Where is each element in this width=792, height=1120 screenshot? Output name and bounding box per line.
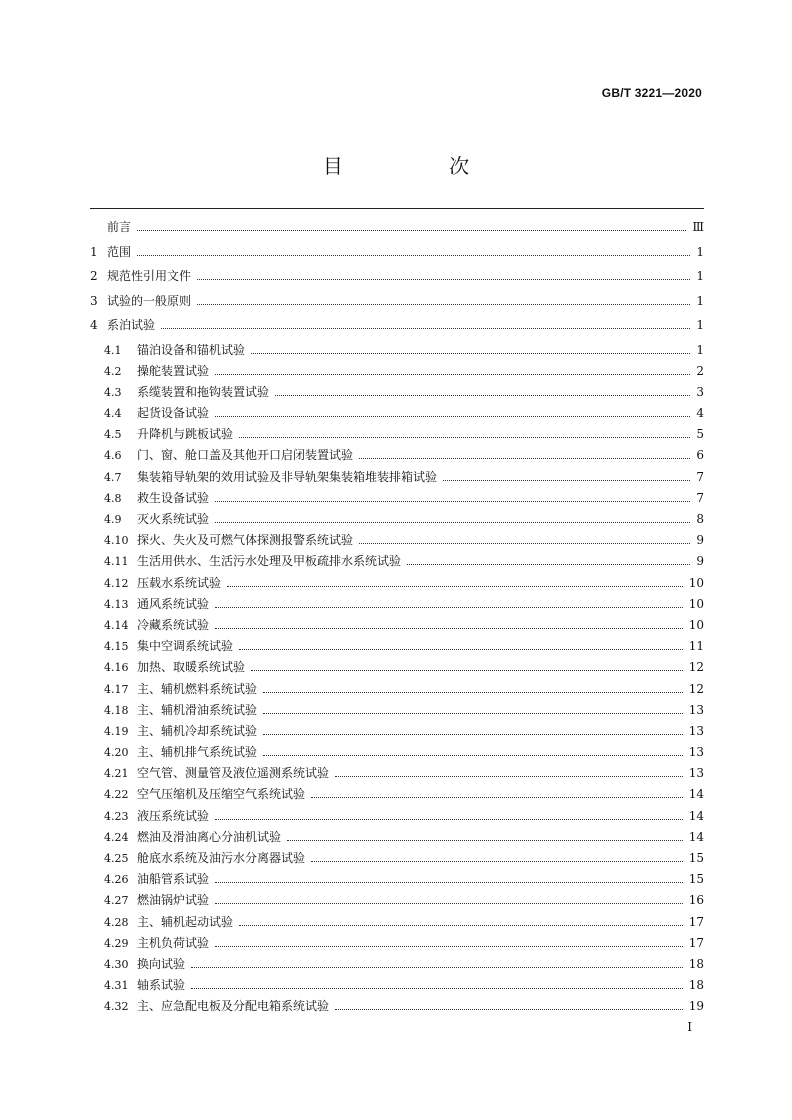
- toc-entry-label: 主、辅机排气系统试验: [137, 745, 258, 760]
- toc-entry-number: 4.27: [104, 894, 129, 908]
- toc-entry-label: 生活用供水、生活污水处理及甲板疏排水系统试验: [137, 554, 402, 569]
- toc-entry-number: 4.3: [104, 385, 122, 399]
- dot-leader: [263, 734, 683, 735]
- dot-leader: [359, 458, 690, 459]
- toc-entry-label: 空气压缩机及压缩空气系统试验: [137, 787, 306, 802]
- dot-leader: [191, 988, 683, 989]
- toc-entry-number: 4.15: [104, 640, 129, 654]
- toc-entry-number: 4.9: [104, 513, 122, 526]
- toc-entry-number: 4.10: [104, 534, 129, 548]
- toc-entry-label: 试验的一般原则: [107, 293, 192, 308]
- toc-entry[interactable]: [90, 722, 704, 743]
- dot-leader: [215, 628, 683, 629]
- dot-leader: [227, 586, 683, 587]
- dot-leader: [215, 607, 683, 608]
- toc-entry-label: 门、窗、舱口盖及其他开口启闭装置试验: [137, 448, 354, 463]
- toc-entry-page: 15: [688, 851, 704, 865]
- toc-entry[interactable]: [90, 218, 704, 243]
- toc-entry-number: 4.5: [104, 428, 122, 442]
- toc-entry[interactable]: [90, 849, 704, 870]
- toc-entry[interactable]: [90, 913, 704, 934]
- toc-entry[interactable]: [90, 997, 704, 1018]
- toc-entry-number: 4.17: [104, 682, 129, 696]
- toc-entry[interactable]: [90, 976, 704, 997]
- dot-leader: [287, 840, 683, 841]
- toc-entry-label: 探火、失火及可燃气体探测报警系统试验: [137, 533, 354, 548]
- toc-entry-page: 13: [688, 766, 704, 781]
- toc-entry[interactable]: [90, 785, 704, 806]
- page-title: 目 次: [322, 154, 520, 178]
- toc-entry[interactable]: [90, 701, 704, 722]
- toc-entry-label: 主机负荷试验: [137, 935, 210, 950]
- toc-entry[interactable]: [90, 616, 704, 637]
- toc-entry-page: 8: [696, 512, 704, 526]
- toc-entry-label: 主、辅机起动试验: [137, 914, 234, 929]
- toc-entry-label: 升降机与跳板试验: [137, 427, 234, 442]
- toc-entry-page: 13: [688, 745, 704, 760]
- toc-entry-label: 集中空调系统试验: [137, 639, 234, 654]
- toc-entry-number: 4.21: [104, 767, 129, 781]
- toc-entry-page: 2: [696, 363, 704, 378]
- toc-entry[interactable]: [90, 552, 704, 573]
- dot-leader: [215, 946, 683, 947]
- toc-entry-number: 4.6: [104, 449, 122, 463]
- toc-entry-page: Ⅲ: [692, 220, 704, 234]
- toc-entry-page: 10: [688, 617, 704, 632]
- toc-entry-page: 1: [696, 318, 704, 332]
- toc-entry-label: 集装箱导轨架的效用试验及非导轨架集装箱堆装排箱试验: [137, 469, 438, 484]
- toc-entry-label: 主、应急配电板及分配电箱系统试验: [137, 999, 330, 1014]
- toc-entry[interactable]: [90, 292, 704, 317]
- table-of-contents: [90, 218, 704, 1019]
- toc-entry[interactable]: [90, 658, 704, 679]
- toc-entry-page: 13: [688, 702, 704, 717]
- toc-entry-number: 4.30: [104, 957, 129, 971]
- toc-entry[interactable]: [90, 934, 704, 955]
- title-rule: [90, 208, 704, 209]
- toc-entry-label: 前言: [107, 220, 132, 234]
- toc-entry-label: 通风系统试验: [137, 596, 210, 611]
- toc-entry-number: 4.32: [104, 1000, 129, 1014]
- page-number: I: [687, 1020, 692, 1034]
- toc-entry-number: 1: [90, 244, 98, 259]
- toc-entry[interactable]: [90, 446, 704, 467]
- toc-entry-label: 燃油锅炉试验: [137, 893, 210, 908]
- dot-leader: [137, 230, 686, 231]
- toc-entry-label: 系泊试验: [107, 318, 156, 332]
- dot-leader: [215, 882, 683, 883]
- toc-entry-page: 9: [696, 554, 704, 569]
- dot-leader: [251, 353, 690, 354]
- toc-entry[interactable]: [90, 243, 704, 268]
- toc-entry[interactable]: [90, 404, 704, 425]
- dot-leader: [359, 543, 690, 544]
- toc-entry[interactable]: [90, 764, 704, 785]
- dot-leader: [251, 670, 683, 671]
- toc-entry-page: 19: [688, 999, 704, 1014]
- toc-entry[interactable]: [90, 574, 704, 595]
- dot-leader: [263, 755, 683, 756]
- toc-entry-number: 4.8: [104, 491, 122, 505]
- toc-entry-label: 压载水系统试验: [137, 575, 222, 590]
- toc-entry[interactable]: [90, 267, 704, 292]
- toc-entry-page: 7: [696, 469, 704, 484]
- toc-entry[interactable]: [90, 362, 704, 383]
- dot-leader: [311, 797, 683, 798]
- dot-leader: [191, 967, 683, 968]
- toc-entry-label: 系缆装置和拖钩装置试验: [137, 384, 270, 399]
- toc-entry-page: 1: [696, 269, 704, 283]
- toc-entry-label: 救生设备试验: [137, 490, 210, 505]
- toc-entry-page: 14: [688, 829, 704, 844]
- toc-entry-page: 1: [696, 342, 704, 357]
- dot-leader: [263, 692, 683, 693]
- toc-entry-page: 4: [696, 406, 704, 421]
- toc-entry[interactable]: [90, 870, 704, 891]
- toc-entry-number: 4: [90, 318, 98, 332]
- toc-entry-page: 10: [688, 575, 704, 590]
- dot-leader: [263, 713, 683, 714]
- toc-entry-label: 起货设备试验: [137, 406, 210, 421]
- toc-entry-label: 规范性引用文件: [107, 269, 192, 283]
- toc-entry-number: 4.31: [104, 979, 129, 993]
- toc-entry-label: 液压系统试验: [137, 808, 210, 823]
- dot-leader: [407, 564, 690, 565]
- toc-entry-number: 4.18: [104, 703, 129, 717]
- toc-entry-page: 14: [688, 808, 704, 823]
- dot-leader: [443, 480, 690, 481]
- toc-entry[interactable]: [90, 743, 704, 764]
- toc-entry-page: 1: [696, 244, 704, 259]
- toc-entry[interactable]: [90, 425, 704, 446]
- toc-entry-number: 3: [90, 293, 98, 308]
- toc-entry-page: 18: [688, 956, 704, 971]
- toc-entry-number: 4.20: [104, 746, 129, 760]
- toc-entry-number: 4.13: [104, 597, 129, 611]
- toc-entry-label: 灭火系统试验: [137, 512, 210, 526]
- dot-leader: [335, 776, 683, 777]
- toc-entry-page: 16: [688, 893, 704, 908]
- dot-leader: [239, 437, 690, 438]
- toc-entry[interactable]: [90, 828, 704, 849]
- toc-entry-label: 锚泊设备和锚机试验: [137, 342, 246, 357]
- toc-entry-label: 主、辅机燃料系统试验: [137, 681, 258, 696]
- dot-leader: [275, 395, 690, 396]
- toc-entry-page: 15: [688, 872, 704, 887]
- toc-entry[interactable]: [90, 341, 704, 362]
- toc-entry-page: 5: [696, 427, 704, 442]
- toc-entry-page: 11: [688, 639, 704, 654]
- toc-entry-number: 4.14: [104, 618, 129, 632]
- dot-leader: [215, 903, 683, 904]
- toc-entry-number: 4.29: [104, 936, 129, 950]
- toc-entry-page: 14: [688, 787, 704, 802]
- toc-entry[interactable]: [90, 489, 704, 510]
- toc-entry[interactable]: [90, 955, 704, 976]
- toc-entry-page: 13: [688, 723, 704, 738]
- toc-entry-number: 4.2: [104, 364, 122, 378]
- dot-leader: [215, 416, 690, 417]
- toc-entry-number: 4.12: [104, 576, 129, 590]
- toc-entry-page: 18: [688, 978, 704, 993]
- dot-leader: [197, 304, 690, 305]
- toc-entry[interactable]: [90, 510, 704, 531]
- toc-entry-label: 油船管系试验: [137, 872, 210, 887]
- toc-entry-number: 4.24: [104, 830, 129, 844]
- toc-entry[interactable]: [90, 595, 704, 616]
- toc-entry-page: 12: [688, 660, 704, 675]
- toc-entry-label: 冷藏系统试验: [137, 617, 210, 632]
- toc-entry-page: 6: [696, 448, 704, 463]
- toc-entry-number: 4.28: [104, 915, 129, 929]
- toc-entry-label: 范围: [107, 244, 132, 259]
- dot-leader: [161, 328, 690, 329]
- toc-entry-label: 加热、取暖系统试验: [137, 660, 246, 675]
- toc-entry[interactable]: [90, 531, 704, 552]
- toc-entry[interactable]: [90, 383, 704, 404]
- toc-entry-page: 17: [688, 935, 704, 950]
- toc-entry-page: 10: [688, 596, 704, 611]
- toc-entry[interactable]: [90, 316, 704, 341]
- toc-entry-number: 2: [90, 269, 98, 283]
- toc-entry-label: 操舵装置试验: [137, 363, 210, 378]
- dot-leader: [197, 279, 690, 280]
- dot-leader: [215, 374, 690, 375]
- toc-entry-number: 4.16: [104, 661, 129, 675]
- toc-entry-page: 1: [696, 293, 704, 308]
- toc-entry[interactable]: [90, 891, 704, 912]
- toc-entry-label: 主、辅机滑油系统试验: [137, 702, 258, 717]
- dot-leader: [215, 501, 690, 502]
- dot-leader: [335, 1009, 683, 1010]
- standard-number: GB/T 3221—2020: [601, 86, 702, 100]
- toc-entry-number: 4.26: [104, 873, 129, 887]
- dot-leader: [215, 522, 690, 523]
- toc-entry-page: 9: [696, 533, 704, 548]
- toc-entry-number: 4.19: [104, 724, 129, 738]
- toc-entry[interactable]: [90, 680, 704, 701]
- toc-entry[interactable]: [90, 468, 704, 489]
- dot-leader: [137, 255, 690, 256]
- toc-entry-number: 4.7: [104, 470, 122, 484]
- toc-entry-label: 换向试验: [137, 956, 186, 971]
- toc-entry-number: 4.11: [104, 555, 129, 569]
- toc-entry-label: 主、辅机冷却系统试验: [137, 723, 258, 738]
- toc-entry-number: 4.23: [104, 809, 129, 823]
- toc-entry-page: 3: [696, 384, 704, 399]
- dot-leader: [311, 861, 683, 862]
- toc-entry-label: 燃油及滑油离心分油机试验: [137, 829, 282, 844]
- toc-entry[interactable]: [90, 637, 704, 658]
- toc-entry-page: 12: [688, 681, 704, 696]
- toc-entry-number: 4.1: [104, 343, 122, 357]
- toc-entry-page: 7: [696, 490, 704, 505]
- toc-entry[interactable]: [90, 807, 704, 828]
- toc-entry-page: 17: [688, 914, 704, 929]
- dot-leader: [239, 925, 683, 926]
- toc-entry-label: 空气管、测量管及液位遥测系统试验: [137, 766, 330, 781]
- dot-leader: [215, 819, 683, 820]
- toc-entry-label: 轴系试验: [137, 978, 186, 993]
- dot-leader: [239, 649, 683, 650]
- toc-entry-number: 4.25: [104, 852, 129, 865]
- toc-entry-number: 4.4: [104, 407, 122, 421]
- toc-entry-number: 4.22: [104, 788, 129, 802]
- toc-entry-label: 舱底水系统及油污水分离器试验: [137, 851, 306, 865]
